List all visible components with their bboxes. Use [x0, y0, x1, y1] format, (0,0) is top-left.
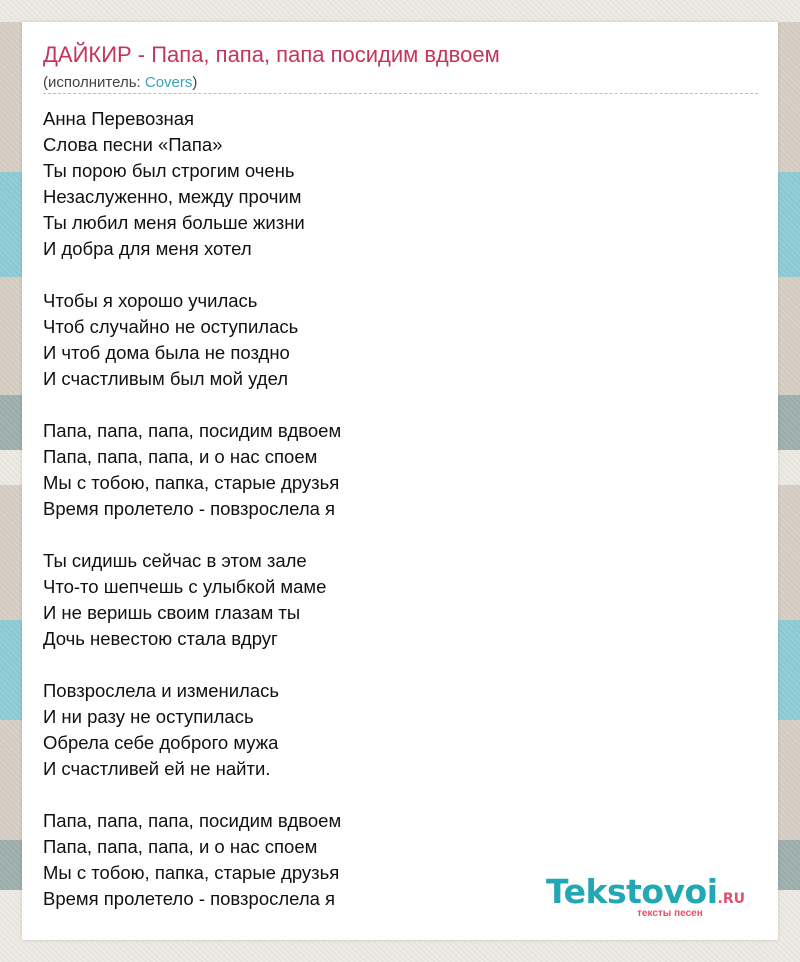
lyrics-line: Ты порою был строгим очень — [43, 160, 295, 181]
lyrics-line: Повзрослела и изменилась — [43, 680, 280, 701]
lyrics-line: Мы с тобою, папка, старые друзья — [43, 862, 340, 883]
lyrics-line: Папа, папа, папа, и о нас споем — [43, 836, 318, 857]
lyrics-line: Папа, папа, папа, и о нас споем — [43, 446, 318, 467]
artist-link[interactable]: Covers — [144, 74, 193, 91]
lyrics-line: Дочь невестою стала вдруг — [43, 628, 278, 649]
site-logo[interactable] — [546, 872, 745, 911]
lyrics-line: Обрела себе доброго мужа — [43, 732, 279, 753]
lyrics-line: Время пролетело - повзрослела я — [43, 888, 336, 909]
lyrics-line: Ты сидишь сейчас в этом зале — [43, 550, 307, 571]
lyrics-line: Папа, папа, папа, посидим вдвоем — [43, 420, 342, 441]
lyrics-stanza — [43, 808, 341, 912]
lyrics-line: Чтобы я хорошо училась — [43, 290, 258, 311]
lyrics-stanza — [43, 418, 341, 522]
lyrics-stanza — [43, 288, 341, 392]
lyrics-line: Незаслуженно, между прочим — [43, 186, 302, 207]
title-divider — [43, 93, 758, 94]
page-title: ДАЙКИР - Папа, папа, папа посидим вдвоем — [43, 42, 500, 67]
lyrics-line: И счастливым был мой удел — [43, 368, 289, 389]
lyrics-line: И не веришь своим глазам ты — [43, 602, 301, 623]
lyrics-line: Папа, папа, папа, посидим вдвоем — [43, 810, 342, 831]
lyrics-stanza — [43, 548, 341, 652]
artist-suffix: ) — [192, 74, 198, 91]
lyrics-line: Ты любил меня больше жизни — [43, 212, 305, 233]
lyrics-line: Что-то шепчешь с улыбкой маме — [43, 576, 327, 597]
artist-prefix: (исполнитель: — [43, 74, 145, 91]
lyrics-line: Слова песни «Папа» — [43, 134, 223, 155]
lyrics-line: Время пролетело - повзрослела я — [43, 498, 336, 519]
lyrics-line: Чтоб случайно не оступилась — [43, 316, 299, 337]
lyrics-stanza — [43, 106, 341, 262]
lyrics-line: И ни разу не оступилась — [43, 706, 254, 727]
lyrics-text — [43, 106, 341, 938]
lyrics-line: Анна Перевозная — [43, 108, 195, 129]
artist-line — [43, 74, 197, 91]
lyrics-line: И чтоб дома была не поздно — [43, 342, 290, 363]
background-stripe — [0, 0, 800, 22]
lyrics-line: Мы с тобою, папка, старые друзья — [43, 472, 340, 493]
lyrics-line: И добра для меня хотел — [43, 238, 252, 259]
logo-tld-text: .RU — [717, 891, 746, 907]
lyrics-card — [22, 22, 778, 940]
lyrics-stanza — [43, 678, 341, 782]
lyrics-line: И счастливей ей не найти. — [43, 758, 271, 779]
logo-tagline: тексты песен — [637, 908, 703, 919]
logo-main-text: Tekstovoi — [546, 872, 718, 911]
